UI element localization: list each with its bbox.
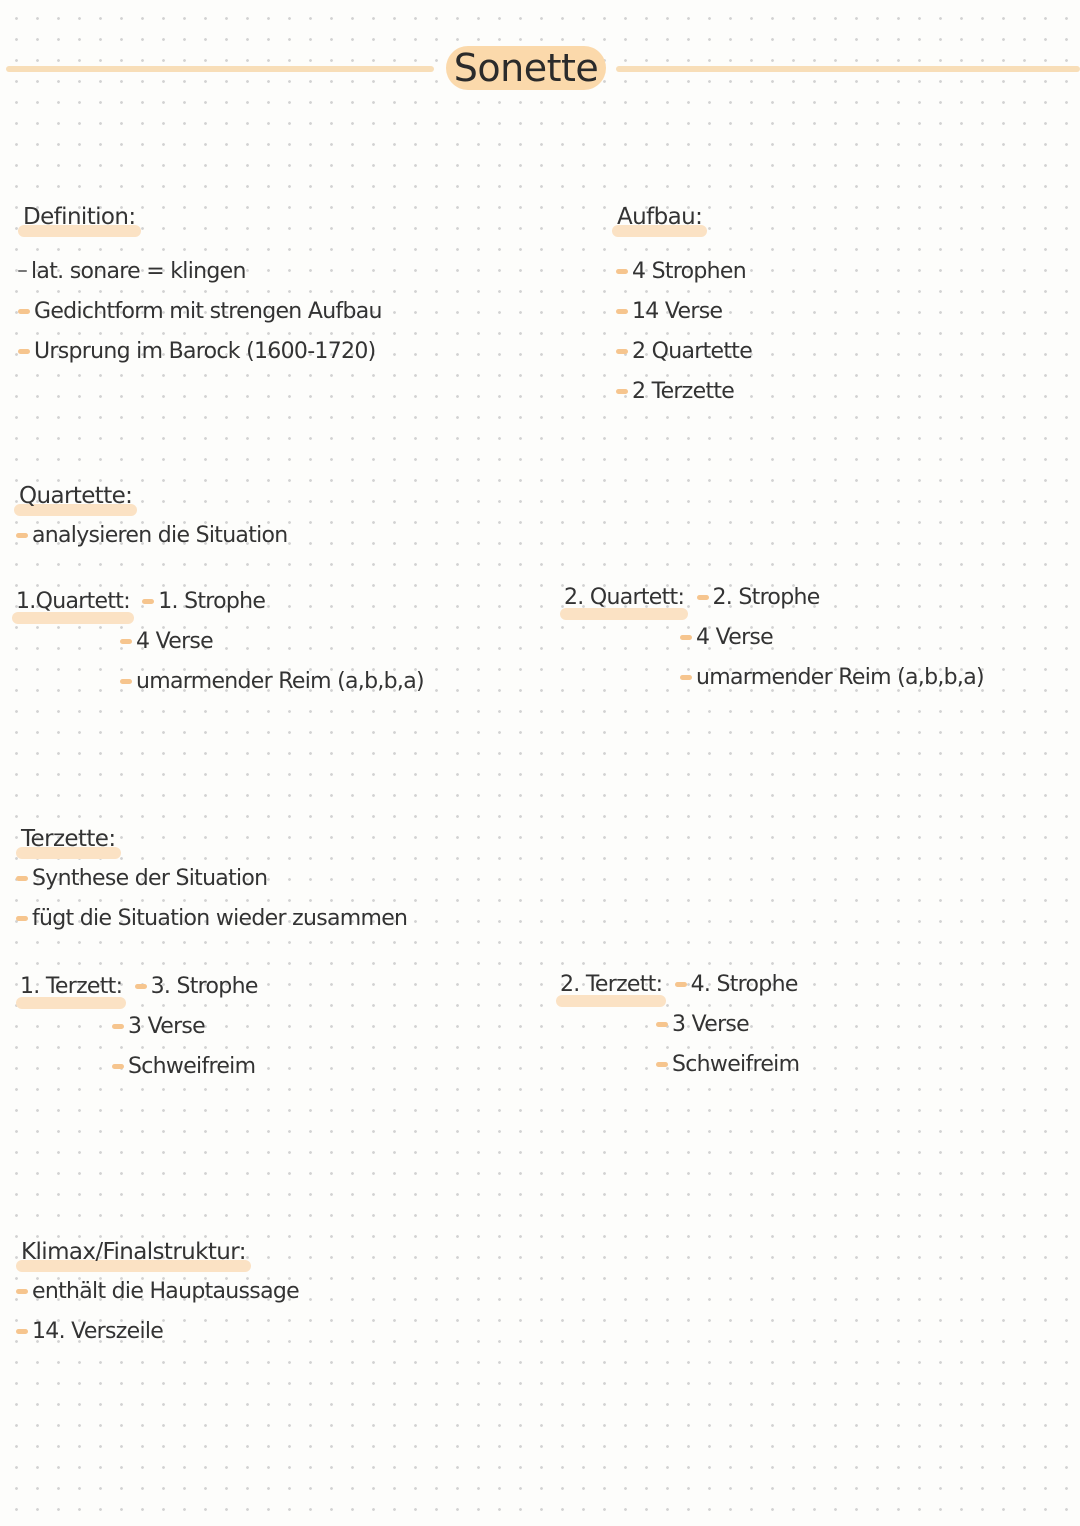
dash-icon [16, 876, 28, 881]
aufbau-item: 4 Strophen [616, 258, 746, 286]
quartette-heading: Quartette: [16, 482, 135, 510]
klimax-item: 14. Verszeile [16, 1318, 163, 1346]
terzette-item: Synthese der Situation [16, 865, 267, 893]
dash-icon [142, 599, 154, 604]
aufbau-heading: Aufbau: [614, 203, 705, 231]
title-highlight [446, 46, 606, 90]
definition-heading: Definition: [20, 203, 139, 231]
quartett-1-item: umarmender Reim (a,b,b,a) [120, 668, 424, 696]
dash-icon [680, 635, 692, 640]
dash-icon [656, 1062, 668, 1067]
terzett-2-item: 3 Verse [656, 1011, 749, 1039]
aufbau-item: 2 Quartette [616, 338, 752, 366]
dash-icon [16, 916, 28, 921]
dash-icon [135, 984, 147, 989]
quartett-2-item: 4 Verse [680, 624, 773, 652]
terzett-2-item: Schweifreim [656, 1051, 799, 1079]
dash-icon [616, 389, 628, 394]
terzette-heading: Terzette: [18, 825, 119, 853]
terzett-2-row: 2. Terzett: 4. Strophe [560, 972, 798, 997]
dash-icon [16, 533, 28, 538]
klimax-item: enthält die Hauptaussage [16, 1278, 299, 1306]
quartette-item: analysieren die Situation [16, 522, 288, 550]
dash-icon [675, 982, 687, 987]
terzett-1-label: 1. Terzett: [20, 974, 123, 999]
quartett-1-label: 1.Quartett: [16, 589, 130, 614]
dash-icon [16, 1289, 28, 1294]
dash-icon [18, 270, 27, 272]
terzett-2-label: 2. Terzett: [560, 972, 663, 997]
klimax-heading: Klimax/Finalstruktur: [18, 1238, 249, 1266]
dash-icon [112, 1024, 124, 1029]
page-title: Sonette [453, 46, 599, 90]
dash-icon [616, 309, 628, 314]
quartett-1-row: 1.Quartett: 1. Strophe [16, 589, 266, 614]
dash-icon [16, 1329, 28, 1334]
aufbau-item: 2 Terzette [616, 378, 734, 406]
aufbau-item: 14 Verse [616, 298, 722, 326]
quartett-2-label: 2. Quartett: [564, 585, 685, 610]
terzett-1-item: Schweifreim [112, 1053, 255, 1081]
dash-icon [18, 349, 30, 354]
terzett-1-row: 1. Terzett: 3. Strophe [20, 974, 258, 999]
dash-icon [680, 675, 692, 680]
title-rule-right [616, 66, 1080, 72]
dash-icon [112, 1064, 124, 1069]
dash-icon [120, 639, 132, 644]
terzette-item: fügt die Situation wieder zusammen [16, 905, 407, 933]
dash-icon [656, 1022, 668, 1027]
terzett-1-item: 3 Verse [112, 1013, 205, 1041]
quartett-2-row: 2. Quartett: 2. Strophe [564, 585, 820, 610]
definition-item: Ursprung im Barock (1600-1720) [18, 338, 376, 366]
dash-icon [18, 309, 30, 314]
dash-icon [120, 679, 132, 684]
definition-item: lat. sonare = klingen [18, 258, 246, 286]
dash-icon [616, 349, 628, 354]
quartett-1-item: 4 Verse [120, 628, 213, 656]
definition-item: Gedichtform mit strengen Aufbau [18, 298, 382, 326]
dash-icon [616, 269, 628, 274]
quartett-2-item: umarmender Reim (a,b,b,a) [680, 664, 984, 692]
dash-icon [697, 595, 709, 600]
title-rule-left [6, 66, 434, 72]
